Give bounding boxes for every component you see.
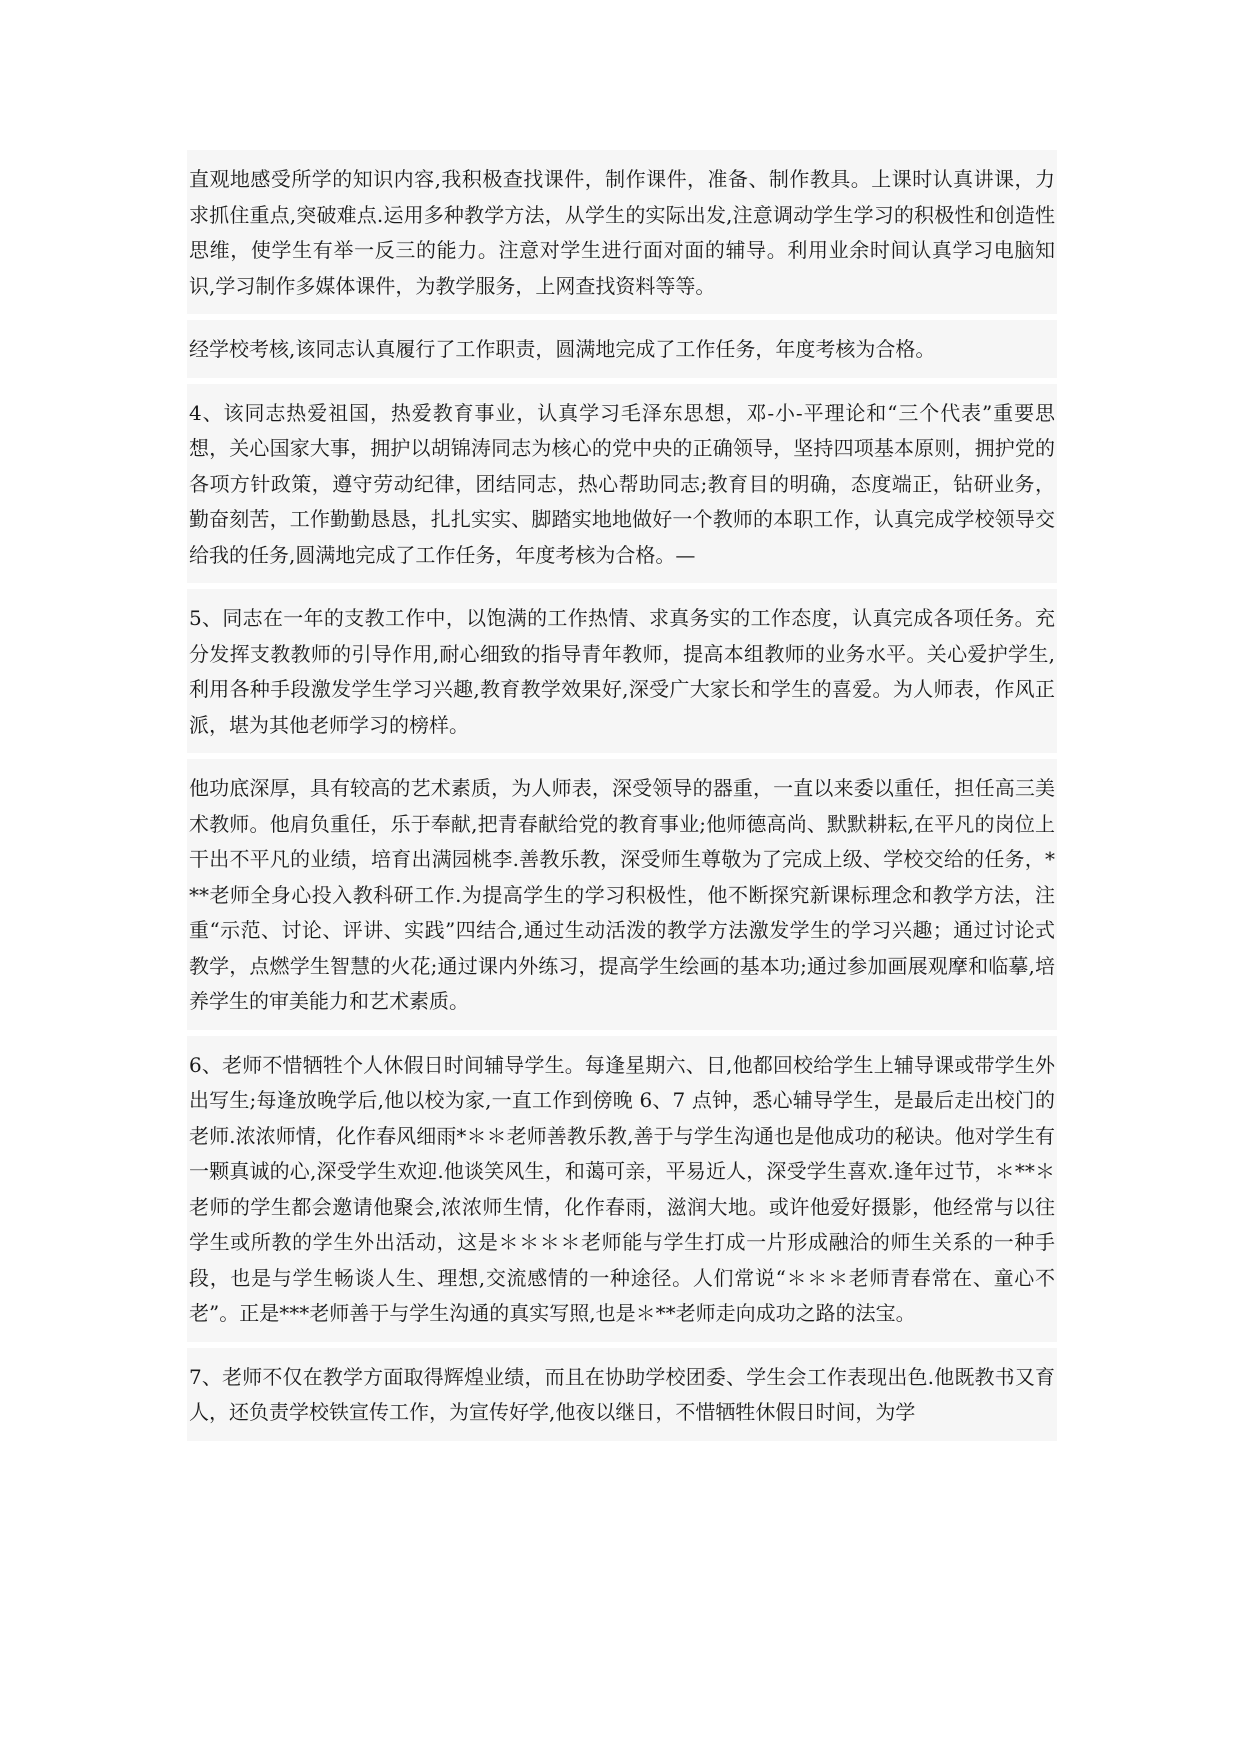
paragraph-art-teacher: 他功底深厚，具有较高的艺术素质，为人师表，深受领导的器重，一直以来委以重任，担任高三美术教师。他肩负重任，乐于奉献,把青春献给党的教育事业;他师德高尚、默默耕耘,在平凡的岗位上干出不平凡的业绩，培育出满园桃李.善教乐教，深受师生尊敬为了完成上级、学校交给的任务，***老师全身心投入教科研工作.为提高学生的学习积极性，他不断探究新课标理念和教学方法，注重“示范、讨论、评讲、实践”四结合,通过生动活泼的教学方法激发学生的学习兴趣；通过讨论式教学，点燃学生智慧的火花;通过课内外练习，提高学生绘画的基本功;通过参加画展观摩和临摹,培养学生的审美能力和艺术素质。: [187, 753, 1057, 1030]
paragraph-item-7: 7、老师不仅在教学方面取得辉煌业绩，而且在协助学校团委、学生会工作表现出色.他既教书又育人，还负责学校铁宣传工作，为宣传好学,他夜以继日，不惜牺牲休假日时间，为学: [187, 1342, 1057, 1441]
paragraph-teaching-methods: 直观地感受所学的知识内容,我积极查找课件，制作课件，准备、制作教具。上课时认真讲课，力求抓住重点,突破难点.运用多种教学方法，从学生的实际出发,注意调动学生学习的积极性和创造性思维，使学生有举一反三的能力。注意对学生进行面对面的辅导。利用业余时间认真学习电脑知识,学习制作多媒体课件，为教学服务，上网查找资料等等。: [189, 167, 1055, 298]
paragraph-item-6: 6、老师不惜牺牲个人休假日时间辅导学生。每逢星期六、日,他都回校给学生上辅导课或带学生外出写生;每逢放晚学后,他以校为家,一直工作到傍晚 6、7 点钟，悉心辅导学生，是最后走出校门的老师.浓浓师情，化作春风细雨*＊＊老师善教乐教,善于与学生沟通也是他成功的秘诀。他对学生有一颗真诚的心,深受学生欢迎.他谈笑风生，和蔼可亲，平易近人，深受学生喜欢.逢年过节，＊**＊老师的学生都会邀请他聚会,浓浓师生情，化作春雨，滋润大地。或许他爱好摄影，他经常与以往学生或所教的学生外出活动，这是＊＊＊＊老师能与学生打成一片形成融洽的师生关系的一种手段，也是与学生畅谈人生、理想,交流感情的一种途径。人们常说“＊＊＊老师青春常在、童心不老”。正是***老师善于与学生沟通的真实写照,也是＊**老师走向成功之路的法宝。: [187, 1030, 1057, 1342]
document-body: [187, 150, 1057, 1441]
paragraph-assessment: 经学校考核,该同志认真履行了工作职责，圆满地完成了工作任务，年度考核为合格。: [187, 314, 1057, 378]
paragraph-item-4: 4、该同志热爱祖国，热爱教育事业，认真学习毛泽东思想，邓-小-平理论和“三个代表”重要思想，关心国家大事，拥护以胡锦涛同志为核心的党中央的正确领导，坚持四项基本原则，拥护党的各项方针政策，遵守劳动纪律，团结同志，热心帮助同志;教育目的明确，态度端正，钻研业务，勤奋刻苦，工作勤勤恳恳，扎扎实实、脚踏实地地做好一个教师的本职工作，认真完成学校领导交给我的任务,圆满地完成了工作任务，年度考核为合格。—: [187, 378, 1057, 584]
paragraph-item-5: 5、同志在一年的支教工作中，以饱满的工作热情、求真务实的工作态度，认真完成各项任务。充分发挥支教教师的引导作用,耐心细致的指导青年教师，提高本组教师的业务水平。关心爱护学生,利用各种手段激发学生学习兴趣,教育教学效果好,深受广大家长和学生的喜爱。为人师表，作风正派，堪为其他老师学习的榜样。: [187, 583, 1057, 753]
